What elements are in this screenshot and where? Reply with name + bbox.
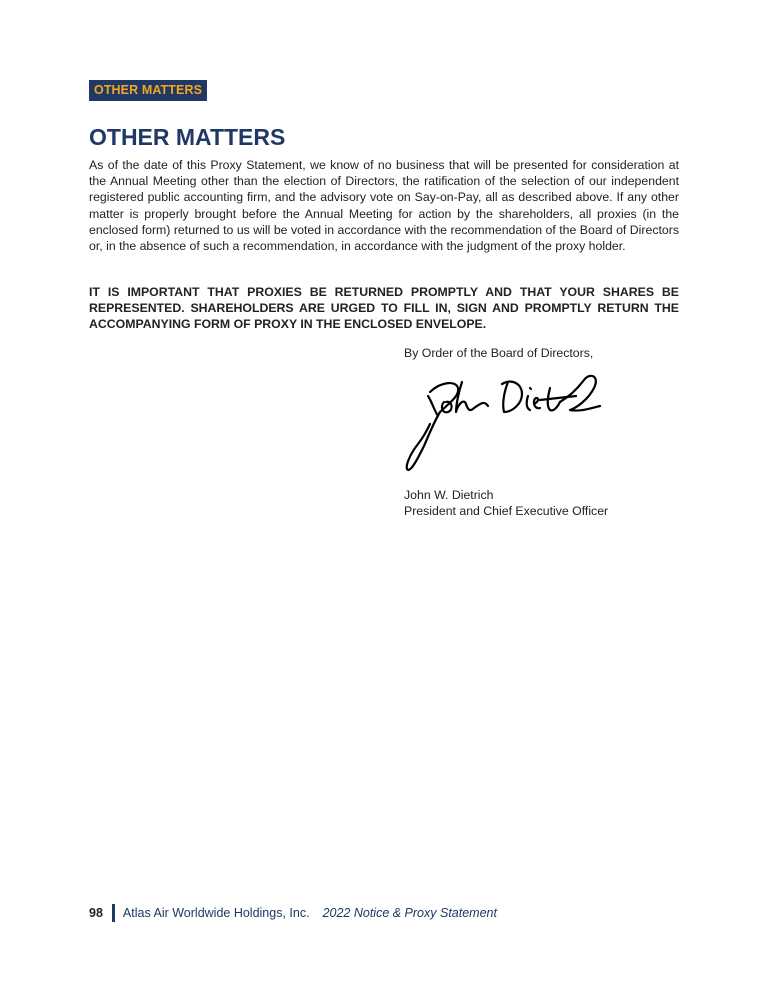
notice-paragraph: IT IS IMPORTANT THAT PROXIES BE RETURNED PROMPTLY AND THAT YOUR SHARES BE REPRESENTED. SHAREHOLDERS ARE URGED TO FILL IN, SIGN AND PROMPTLY RETURN THE ACCOMPANYING FORM OF PROXY IN THE ENCLOSED ENVELOPE. <box>89 285 679 332</box>
signer-title: President and Chief Executive Officer <box>404 504 609 518</box>
signature-image <box>400 366 605 478</box>
page-footer <box>89 904 497 922</box>
footer-company-name: Atlas Air Worldwide Holdings, Inc. <box>122 906 310 920</box>
footer-divider <box>112 904 115 922</box>
body-paragraph: As of the date of this Proxy Statement, we know of no business that will be presented for consideration at the Annual Meeting other than the election of Directors, the ratification of the selection of our independent registered public accounting firm, and the advisory vote on Say-on-Pay, all as described above. If any other matter is properly brought before the Annual Meeting for action by the shareholders, all proxies (in the enclosed form) returned to us will be voted in accordance with the recommendation of the Board of Directors or, in the absence of such a recommendation, in accordance with the judgment of the proxy holder. <box>89 158 679 254</box>
signer-name: John W. Dietrich <box>404 488 494 502</box>
footer-document-title: 2022 Notice & Proxy Statement <box>322 906 497 920</box>
closing-line: By Order of the Board of Directors, <box>404 346 594 360</box>
section-tag: OTHER MATTERS <box>89 80 207 101</box>
footer-page-number: 98 <box>89 906 103 920</box>
page-title: OTHER MATTERS <box>89 124 286 150</box>
